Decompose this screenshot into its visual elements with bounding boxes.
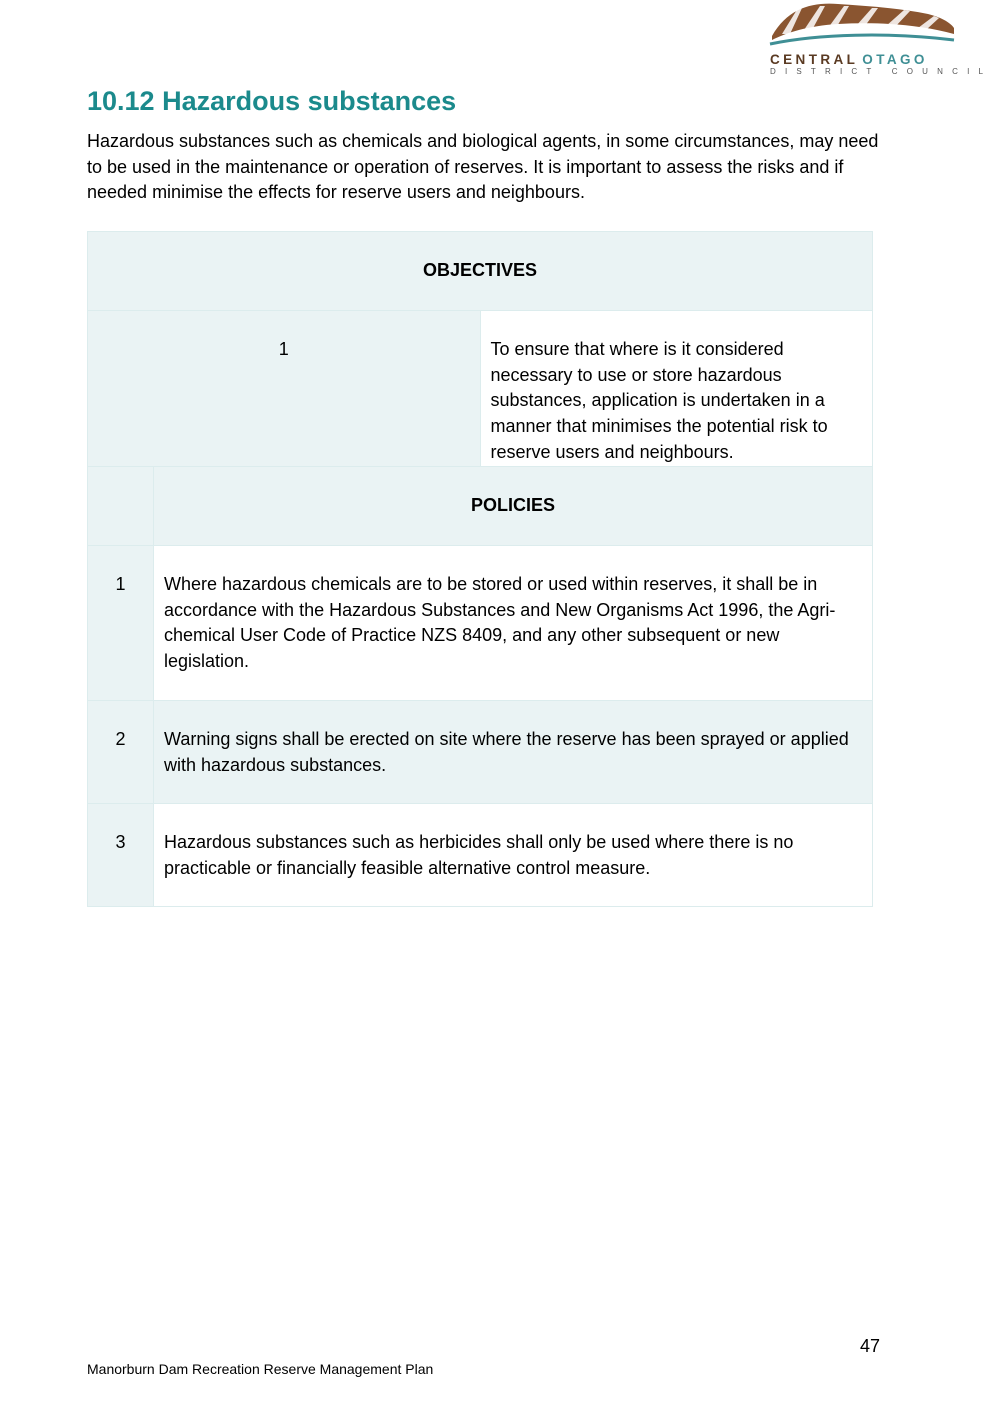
policies-heading: POLICIES (154, 467, 873, 546)
council-logo (768, 0, 992, 80)
policy-row (88, 701, 873, 804)
policy-text: Hazardous substances such as herbicides shall only be used where there is no practicable or financially feasible alternative control measure. (154, 804, 873, 907)
hills-logo-icon (768, 0, 956, 52)
policy-row (88, 804, 873, 907)
policy-number: 2 (88, 701, 154, 804)
footer-document-title: Manorburn Dam Recreation Reserve Management Plan (87, 1361, 434, 1377)
logo-wordmark (770, 52, 956, 67)
policy-text: Where hazardous chemicals are to be stored or used within reserves, it shall be in accordance with the Hazardous Substances and New Organisms Act 1996, the Agri-chemical User Code of Practice NZS 8409, and any other subsequent or new legislation. (154, 546, 873, 701)
section-intro: Hazardous substances such as chemicals and biological agents, in some circumstances, may need to be used in the maintenance or operation of reserves. It is important to assess the risks and if needed minimise the effects for reserve users and neighbours. (87, 131, 879, 203)
logo-name-part2: OTAGO (862, 52, 928, 67)
objective-number: 1 (88, 311, 481, 467)
objectives-table (87, 231, 873, 467)
policy-number: 1 (88, 546, 154, 701)
page-number: 47 (860, 1336, 881, 1356)
objective-text: To ensure that where is it considered necessary to use or store hazardous substances, application is undertaken in a manner that minimises the potential risk to reserve users and neighbours. (480, 311, 873, 467)
objectives-heading: OBJECTIVES (88, 232, 873, 311)
logo-name-part1: CENTRAL (770, 52, 859, 67)
policy-text: Warning signs shall be erected on site where the reserve has been sprayed or applied with hazardous substances. (154, 701, 873, 804)
section-title: 10.12 Hazardous substances (87, 86, 457, 116)
policies-heading-spacer (88, 467, 154, 546)
policy-number: 3 (88, 804, 154, 907)
logo-subtitle: DISTRICT COUNCIL (770, 67, 992, 76)
policies-table (87, 466, 873, 907)
objective-row (88, 311, 873, 467)
policy-row (88, 546, 873, 701)
